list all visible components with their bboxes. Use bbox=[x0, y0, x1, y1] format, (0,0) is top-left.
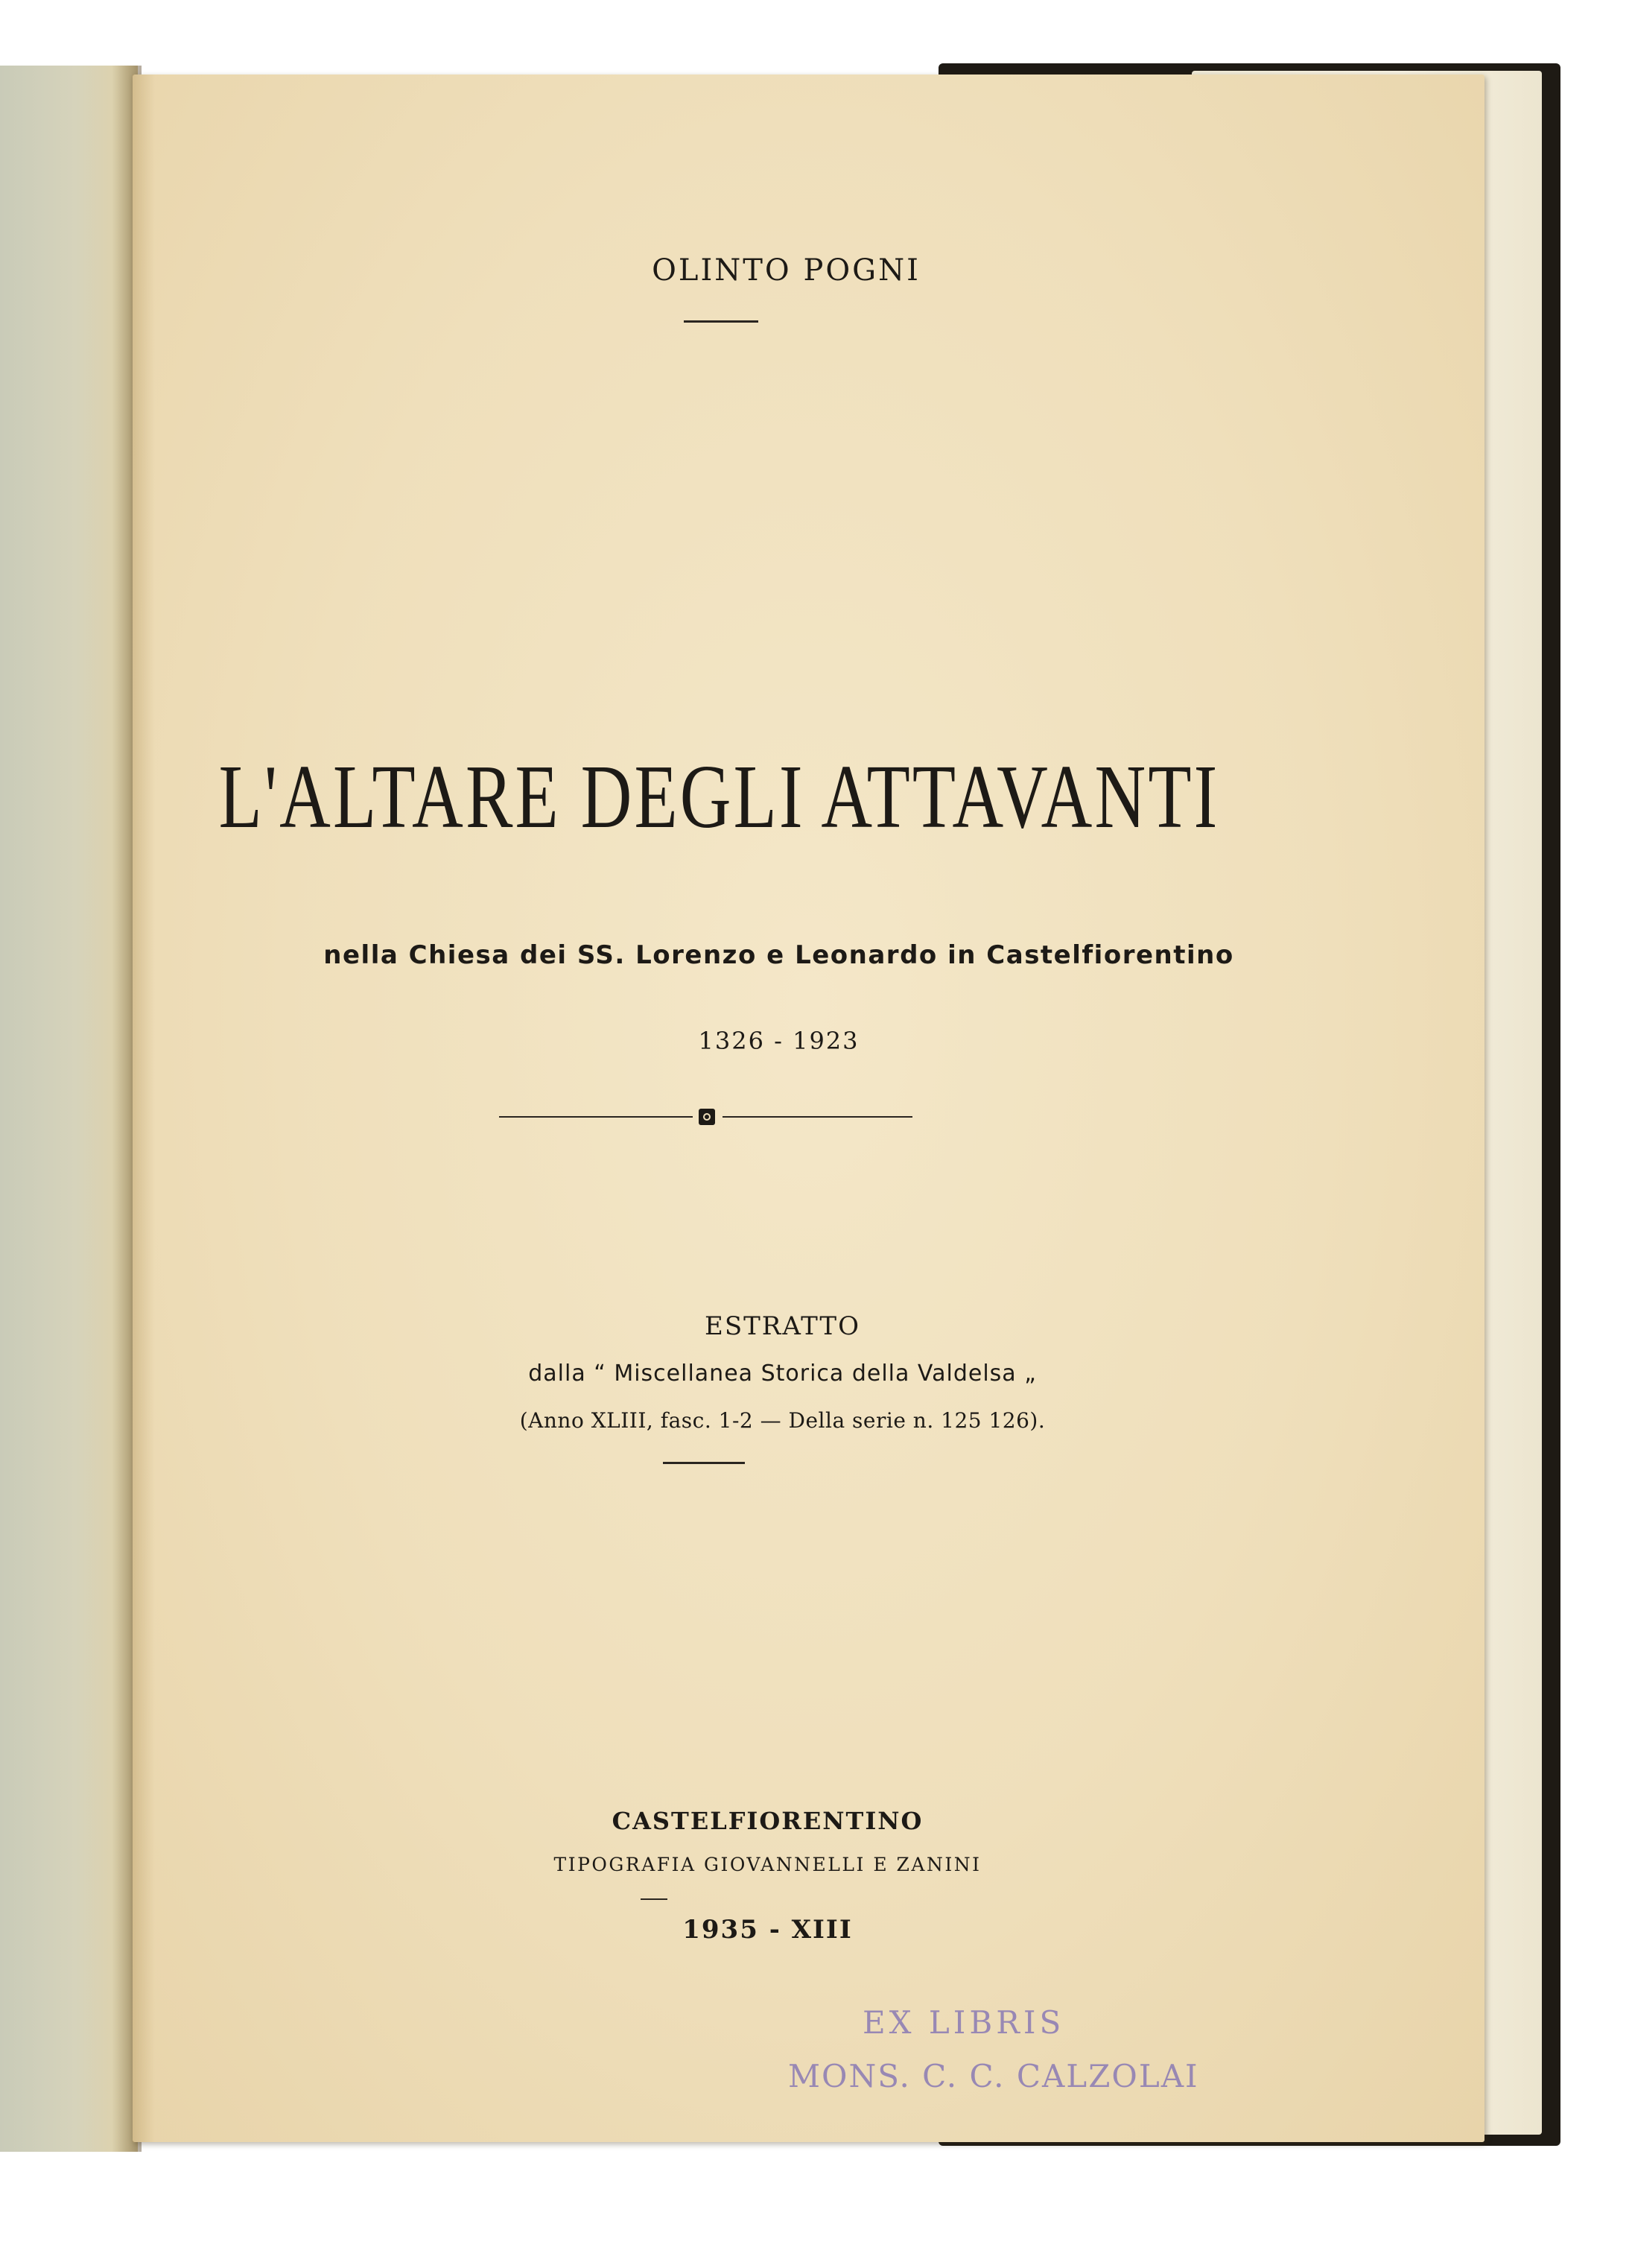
imprint-printer: TIPOGRAFIA GIOVANNELLI E ZANINI bbox=[553, 1854, 982, 1875]
title-page bbox=[133, 75, 1484, 2142]
author-rule bbox=[684, 320, 758, 323]
date-range: 1326 - 1923 bbox=[698, 1027, 860, 1055]
ex-libris-stamp-line2: MONS. C. C. CALZOLAI bbox=[788, 2058, 1199, 2094]
imprint-rule bbox=[641, 1898, 667, 1900]
ex-libris-stamp-line1: EX LIBRIS bbox=[863, 2004, 1065, 2041]
extract-source: dalla “ Miscellanea Storica della Valdelsa „ bbox=[528, 1361, 1037, 1387]
imprint-year: 1935 - XIII bbox=[682, 1915, 853, 1945]
author-name: OLINTO POGNI bbox=[652, 253, 921, 288]
extract-details: (Anno XLIII, fasc. 1-2 — Della serie n. 125 126). bbox=[519, 1408, 1046, 1433]
extract-heading: ESTRATTO bbox=[705, 1311, 860, 1341]
ornament-rule-right bbox=[723, 1116, 912, 1118]
book-title: L'ALTARE DEGLI ATTAVANTI bbox=[218, 747, 1220, 847]
book-subtitle: nella Chiesa dei SS. Lorenzo e Leonardo in Castelfiorentino bbox=[323, 940, 1234, 970]
imprint-place: CASTELFIORENTINO bbox=[612, 1807, 924, 1835]
extract-rule bbox=[663, 1462, 745, 1464]
ornament-rule-left bbox=[499, 1116, 693, 1118]
ornament-icon bbox=[699, 1109, 715, 1125]
